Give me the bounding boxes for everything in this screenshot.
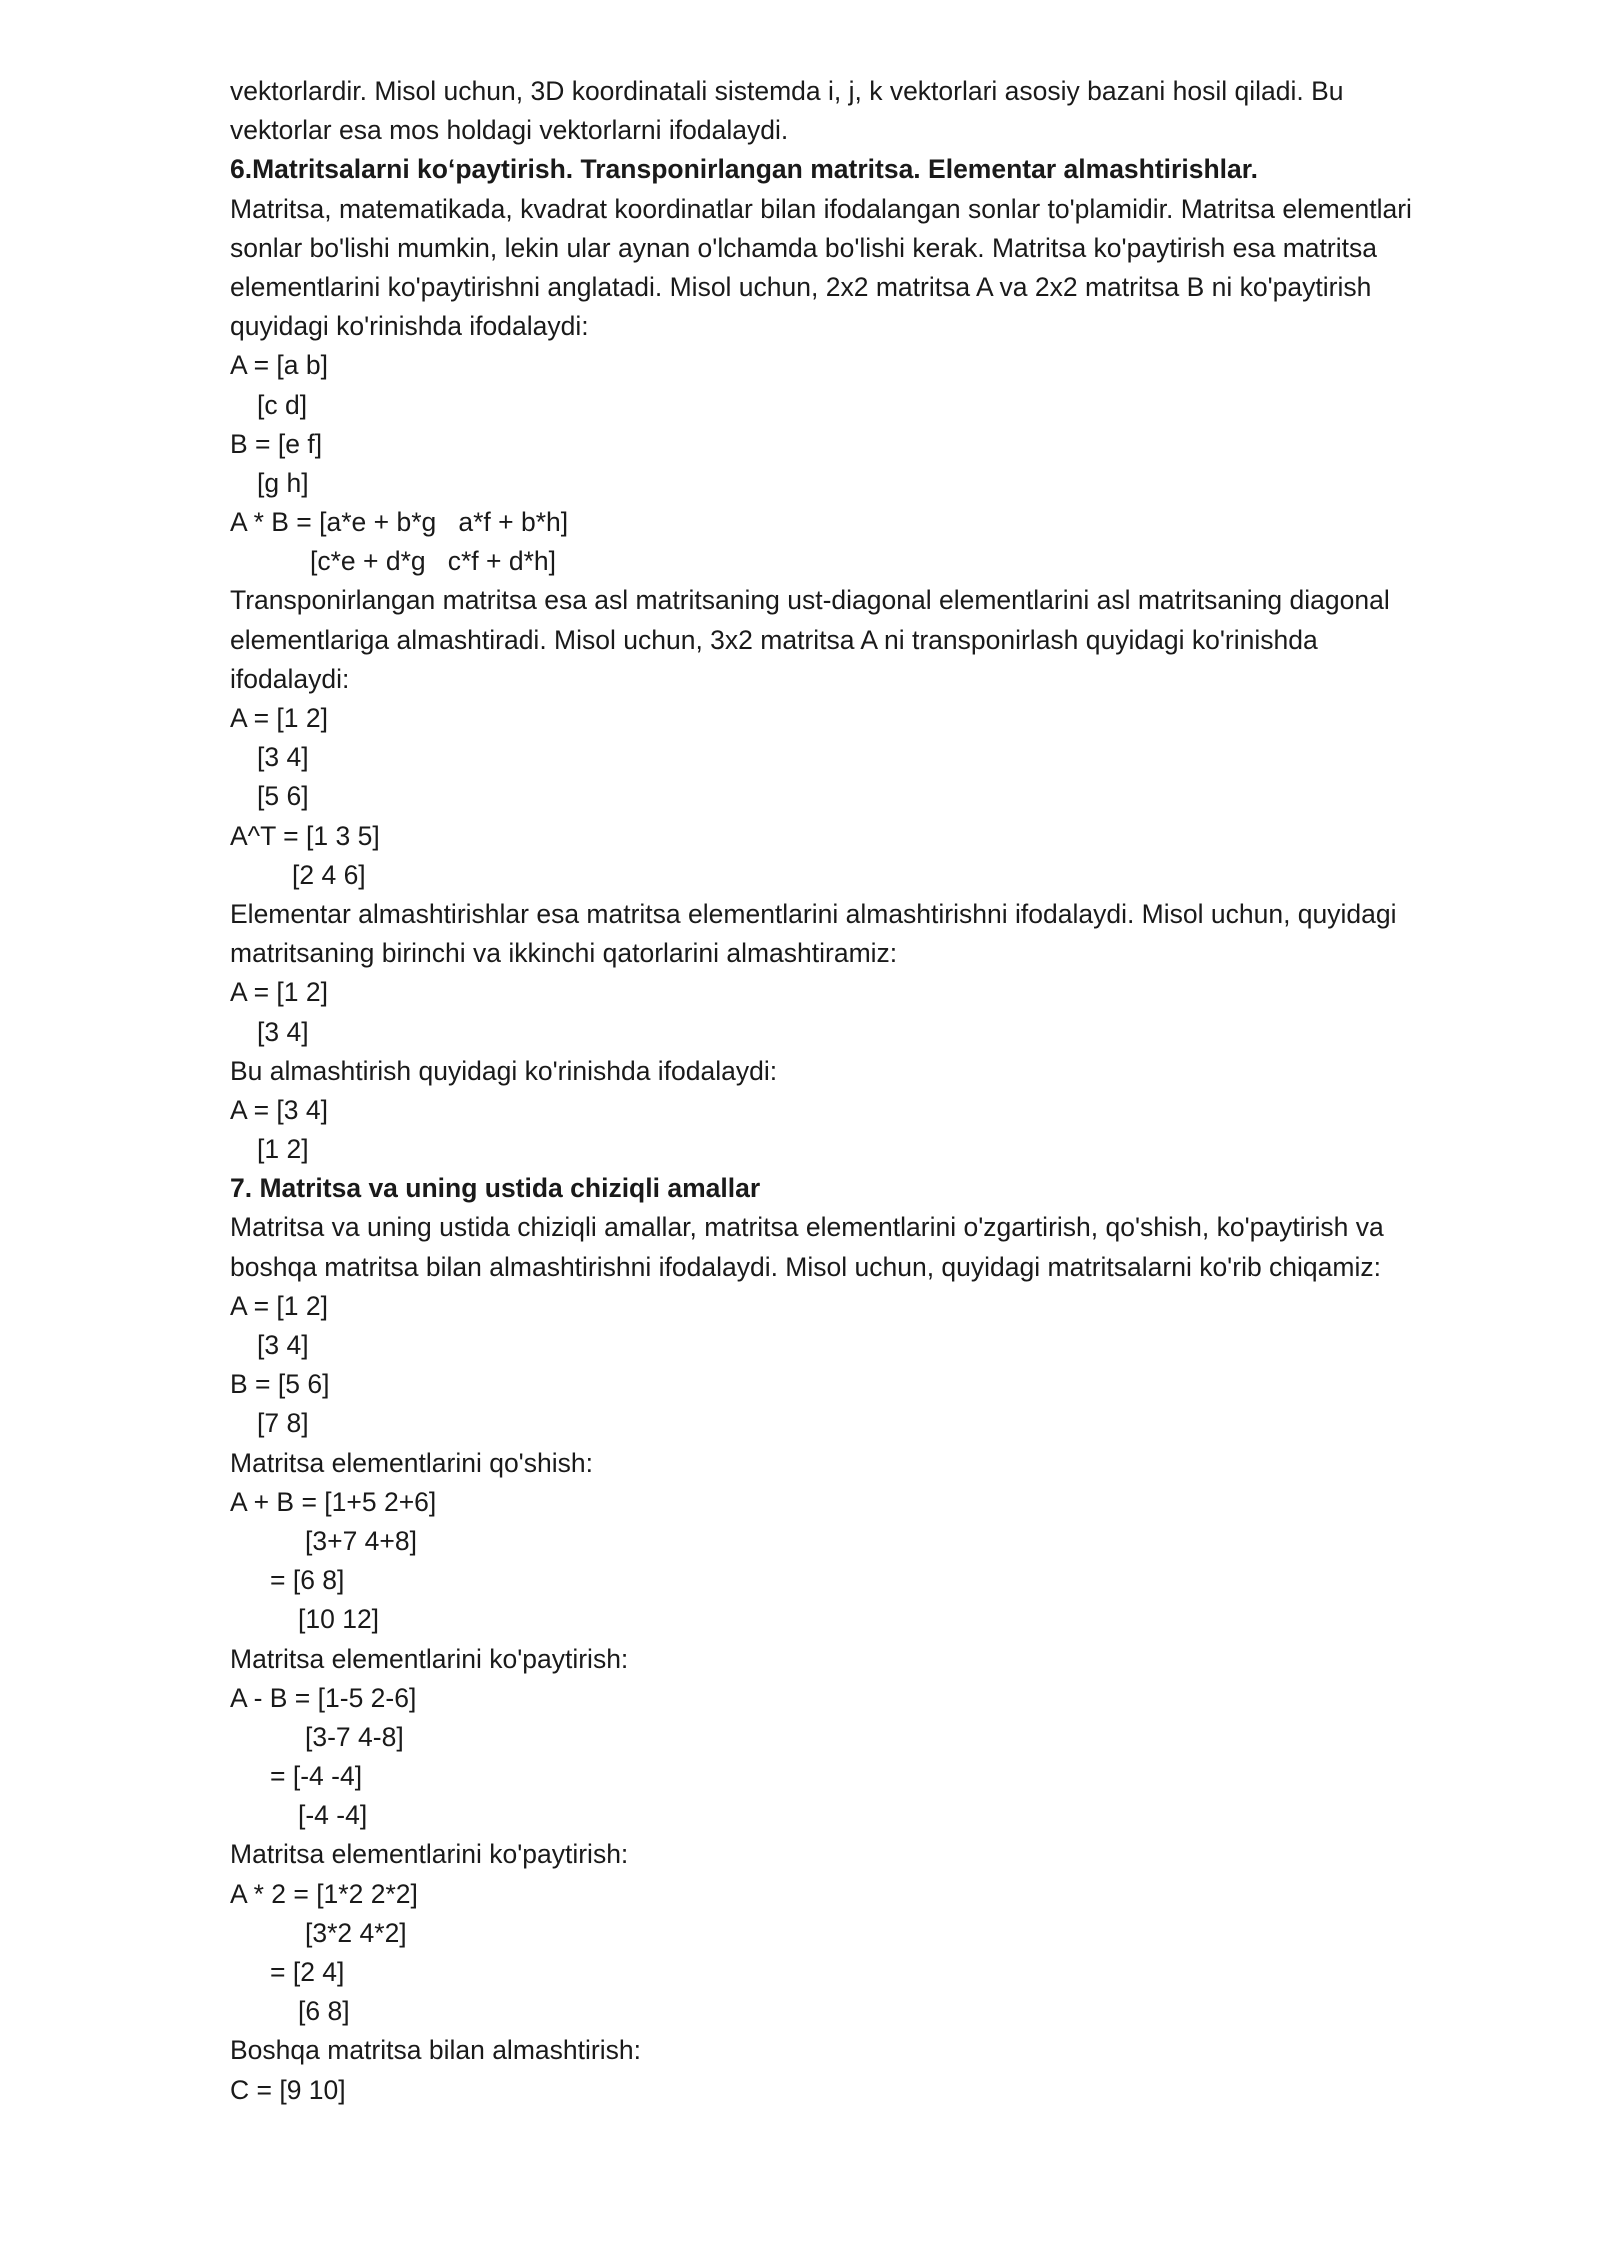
section-heading-6: 6.Matritsalarni ko‘paytirish. Transponirlangan matritsa. Elementar almashtirishlar. (230, 154, 1258, 185)
paragraph-line: boshqa matritsa bilan almashtirishni ifodalaydi. Misol uchun, quyidagi matritsalarni ko'rib chiqamiz: (230, 1251, 1381, 1282)
matrix-line: [10 12] (298, 1604, 380, 1635)
paragraph-line: Bu almashtirish quyidagi ko'rinishda ifodalaydi: (230, 1055, 778, 1086)
matrix-line: [3-7 4-8] (305, 1721, 404, 1752)
paragraph-line: elementlarini ko'paytirishni anglatadi. Misol uchun, 2x2 matritsa A va 2x2 matritsa B ni ko'paytirish (230, 271, 1372, 302)
matrix-line: [6 8] (298, 1996, 350, 2027)
matrix-line: A^T = [1 3 5] (230, 820, 380, 851)
matrix-line: [-4 -4] (298, 1800, 368, 1831)
matrix-line: = [6 8] (270, 1565, 345, 1596)
paragraph-line: Transponirlangan matritsa esa asl matritsaning ust-diagonal elementlarini asl matritsaning diagonal (230, 585, 1390, 616)
matrix-line: = [-4 -4] (270, 1761, 363, 1792)
matrix-line: [5 6] (257, 781, 309, 812)
matrix-line: [2 4 6] (292, 859, 366, 890)
matrix-line: A = [a b] (230, 350, 328, 381)
section-heading-7: 7. Matritsa va uning ustida chiziqli amallar (230, 1173, 761, 1204)
matrix-line: B = [5 6] (230, 1369, 330, 1400)
matrix-line: [3+7 4+8] (305, 1525, 417, 1556)
paragraph-line: Boshqa matritsa bilan almashtirish: (230, 2035, 641, 2066)
matrix-line: A = [1 2] (230, 703, 328, 733)
paragraph-line: Matritsa elementlarini ko'paytirish: (230, 1839, 629, 1870)
matrix-line: A - B = [1-5 2-6] (230, 1682, 417, 1713)
matrix-line: A = [3 4] (230, 1094, 328, 1125)
matrix-line: A = [1 2] (230, 1290, 328, 1321)
paragraph-line: vektorlar esa mos holdagi vektorlarni ifodalaydi. (230, 115, 789, 146)
paragraph-line: sonlar bo'lishi mumkin, lekin ular aynan o'lchamda bo'lishi kerak. Matritsa ko'paytirish esa matritsa (230, 232, 1377, 263)
paragraph-line: Matritsa elementlarini qo'shish: (230, 1447, 593, 1478)
paragraph-line: matritsaning birinchi va ikkinchi qatorlarini almashtiramiz: (230, 938, 898, 969)
matrix-line: A * 2 = [1*2 2*2] (230, 1878, 418, 1909)
matrix-line: [7 8] (257, 1408, 309, 1439)
matrix-line: [g h] (257, 467, 309, 498)
matrix-line: B = [e f] (230, 428, 323, 459)
matrix-line: C = [9 10] (230, 2074, 346, 2105)
matrix-line: A = [1 2] (230, 977, 328, 1008)
matrix-line: [3*2 4*2] (305, 1917, 407, 1948)
matrix-line: A * B = [a*e + b*g a*f + b*h] (230, 507, 569, 538)
paragraph-line: quyidagi ko'rinishda ifodalaydi: (230, 311, 589, 342)
paragraph-line: vektorlardir. Misol uchun, 3D koordinatali sistemda i, j, k vektorlari asosiy bazani hosil qiladi. Bu (230, 76, 1344, 106)
paragraph-line: ifodalaydi: (230, 663, 350, 694)
matrix-line: [c d] (257, 389, 308, 420)
paragraph-line: Matritsa va uning ustida chiziqli amallar, matritsa elementlarini o'zgartirish, qo'shish, ko'paytirish va (230, 1212, 1384, 1243)
matrix-line: [3 4] (257, 1330, 309, 1360)
matrix-line: = [2 4] (270, 1957, 345, 1987)
paragraph-line: elementlariga almashtiradi. Misol uchun, 3x2 matritsa A ni transponirlash quyidagi ko'rinishda (230, 624, 1318, 655)
matrix-line: [1 2] (257, 1134, 309, 1165)
paragraph-line: Elementar almashtirishlar esa matritsa elementlarini almashtirishni ifodalaydi. Misol uchun, quyidagi (230, 898, 1397, 929)
matrix-line: A + B = [1+5 2+6] (230, 1486, 437, 1517)
matrix-line: [c*e + d*g c*f + d*h] (310, 546, 557, 577)
matrix-line: [3 4] (257, 742, 309, 773)
matrix-line: [3 4] (257, 1016, 309, 1047)
paragraph-line: Matritsa, matematikada, kvadrat koordinatlar bilan ifodalangan sonlar to'plamidir. Matritsa elementlari (230, 193, 1412, 224)
document-body (230, 72, 1490, 2110)
paragraph-line: Matritsa elementlarini ko'paytirish: (230, 1643, 629, 1674)
